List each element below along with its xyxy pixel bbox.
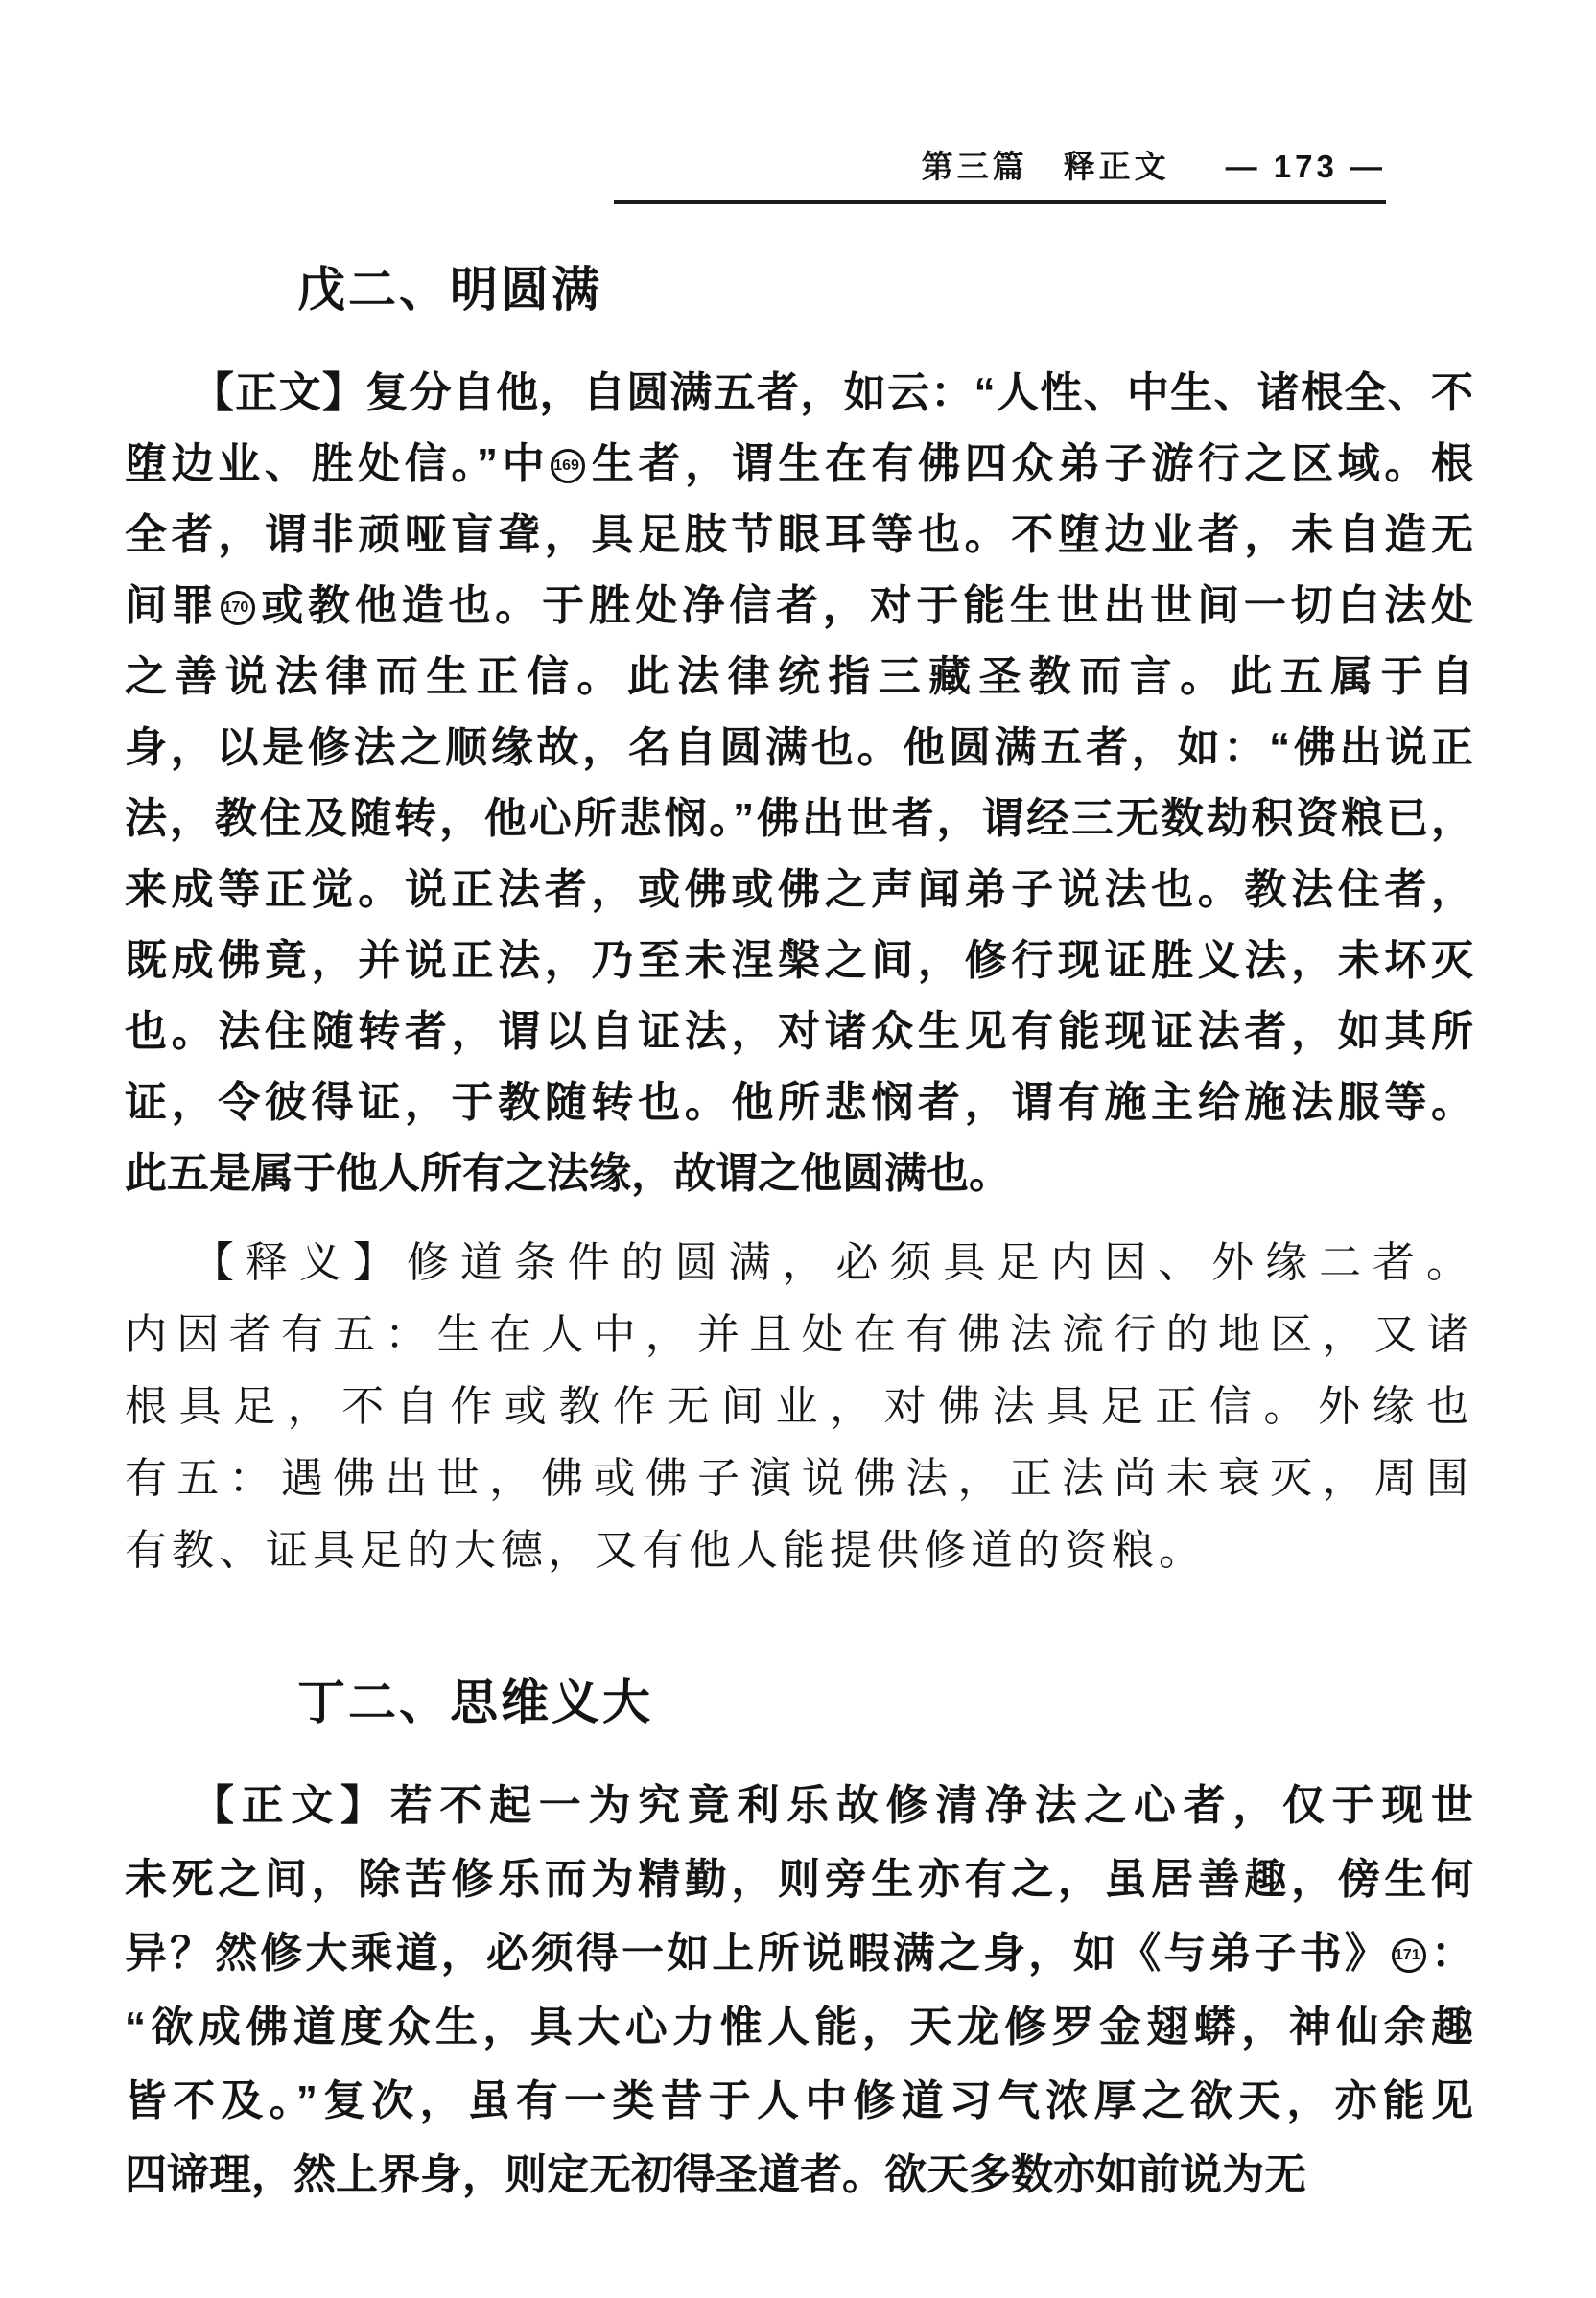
text-run: 未死之间，除苦修乐而为精勤，则旁生亦有之，虽居善趣，傍生何 [125,1856,1473,1903]
text-line [125,1842,1473,1916]
text-line [125,1990,1473,2064]
text-run: 法，教住及随转，他心所悲悯。”佛出世者，谓经三无数劫积资粮已， [125,795,1473,842]
text-run: 此五是属于他人所有之法缘，故谓之他圆满也。 [125,1150,1011,1197]
text-run: 身，以是修法之顺缘故，名自圆满也。他圆满五者，如：“佛出说正 [125,724,1473,771]
footnote-marker: 169 [551,449,585,483]
footnote-marker: 170 [221,591,255,625]
text-line [125,358,1473,429]
text-line [125,1227,1473,1299]
zhengwen-paragraph-2 [125,1769,1473,2212]
text-line [125,1067,1473,1138]
text-run: “欲成佛道度众生，具大心力惟人能，天龙修罗金翅蟒，神仙余趣 [125,2004,1473,2051]
text-run: 皆不及。”复次，虽有一类昔于人中修道习气浓厚之欲天，亦能见 [125,2077,1473,2124]
zhengwen-paragraph-1 [125,358,1473,1209]
section-heading-2: 丁二、思维义大 [297,1676,653,1729]
text-run: 【正文】若不起一为究竟利乐故修清净法之心者，仅于现世 [192,1782,1473,1829]
page-number: — 173 — [1225,149,1386,184]
text-line [125,2138,1473,2212]
text-run: ： [1427,1930,1474,1977]
text-run: 根具足，不自作或教作无间业，对佛法具足正信。外缘也 [125,1383,1473,1430]
text-run: 【释义】修道条件的圆满，必须具足内因、外缘二者。 [192,1239,1473,1286]
page-content [125,263,1474,2212]
text-run: 生者，谓生在有佛四众弟子游行之区域。根 [587,440,1474,487]
text-line [125,997,1473,1067]
text-run: 之善说法律而生正信。此法律统指三藏圣教而言。此五属于自 [125,653,1473,700]
text-line [125,571,1473,642]
text-line [125,1371,1473,1442]
text-run: 来成等正觉。说正法者，或佛或佛之声闻弟子说法也。教法住者， [125,866,1473,913]
text-run: 堕边业、胜处信。”中 [125,440,550,487]
text-line [125,1138,1473,1209]
text-run: 异？然修大乘道，必须得一如上所说暇满之身，如《与弟子书》 [125,1930,1390,1977]
text-run: 内因者有五：生在人中，并且处在有佛法流行的地区，又诸 [125,1311,1473,1358]
shiyi-paragraph [125,1227,1473,1586]
text-line [125,926,1473,997]
text-run: 全者，谓非顽哑盲聋，具足肢节眼耳等也。不堕边业者，未自造无 [125,511,1473,558]
text-line [125,500,1473,571]
text-line [125,1299,1473,1371]
footnote-marker: 171 [1392,1938,1426,1973]
text-run: 有教、证具足的大德，又有他人能提供修道的资粮。 [125,1527,1206,1574]
text-line [125,855,1473,926]
text-run: 有五：遇佛出世，佛或佛子演说佛法，正法尚未衰灭，周围 [125,1455,1473,1502]
text-run: 既成佛竟，并说正法，乃至未涅槃之间，修行现证胜义法，未坏灭 [125,937,1473,984]
text-line [125,642,1473,713]
text-run: 证，令彼得证，于教随转也。他所悲悯者，谓有施主给施法服等。 [125,1079,1473,1126]
text-line [125,2064,1473,2138]
text-run: 也。法住随转者，谓以自证法，对诸众生见有能现证法者，如其所 [125,1008,1473,1055]
text-line [125,1916,1473,1990]
text-line [125,1442,1473,1514]
text-run: 间罪 [125,582,219,629]
text-line [125,1514,1473,1586]
text-line [125,429,1473,500]
text-run: 或教他造也。于胜处净信者，对于能生世出世间一切白法处 [256,582,1474,629]
text-line [125,713,1473,784]
text-line [125,784,1473,855]
page-header [614,142,1386,204]
text-run: 【正文】复分自他，自圆满五者，如云：“人性、中生、诸根全、不 [192,369,1473,416]
running-section-title: 第三篇 释正文 [921,149,1170,184]
section-heading-1: 戊二、明圆满 [297,263,602,317]
text-run: 四谛理，然上界身，则定无初得圣道者。欲天多数亦如前说为无 [125,2151,1306,2198]
text-line [125,1769,1473,1842]
